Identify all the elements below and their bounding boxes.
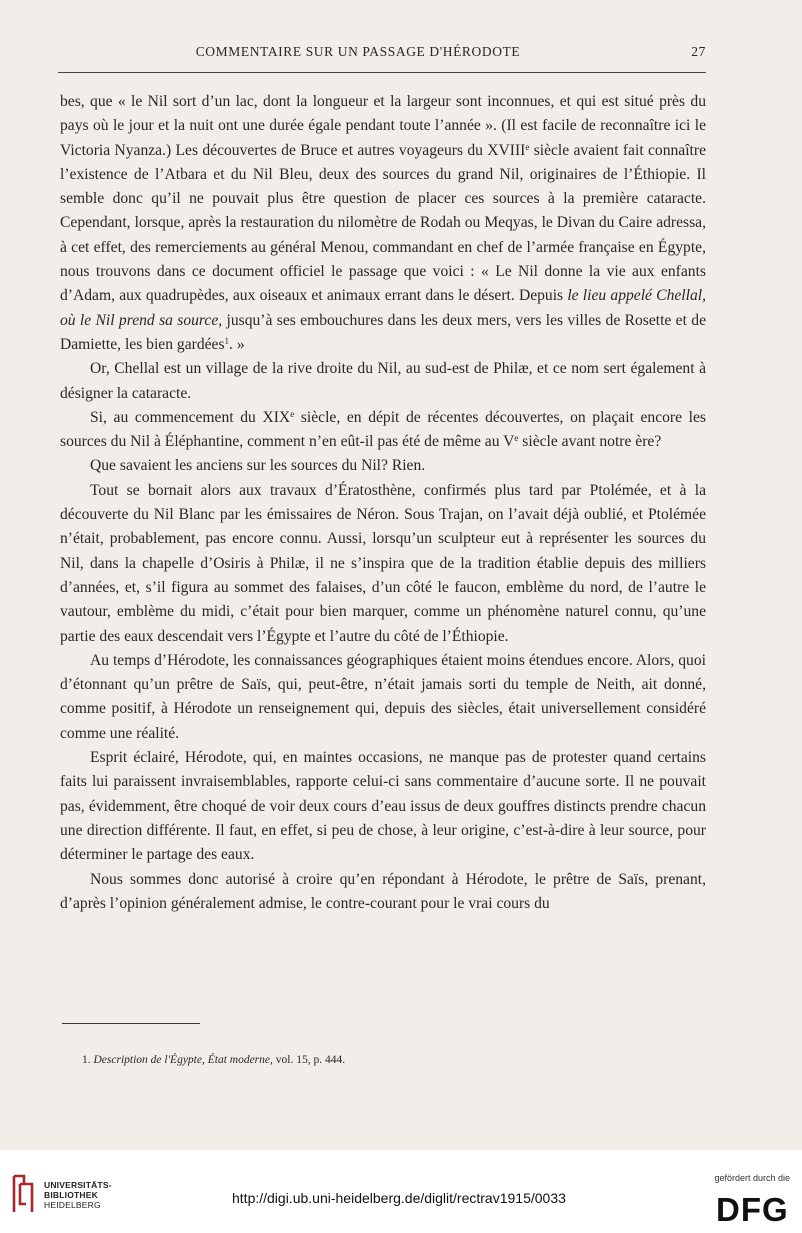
paragraph [60, 406, 706, 455]
library-name-line-2: BIBLIOTHEK [44, 1190, 98, 1200]
running-head-title: COMMENTAIRE SUR UN PASSAGE D'HÉRODOTE [195, 44, 521, 59]
text-segment: siècle avant notre ère? [518, 433, 662, 451]
paragraph [60, 746, 706, 867]
text-segment: Que savaient les anciens sur les sources du Nil? Rien. [90, 457, 426, 475]
paragraph [60, 649, 706, 746]
text-segment: . » [229, 335, 245, 353]
dfg-logo-text: DFG [716, 1192, 789, 1224]
paragraph [60, 479, 706, 649]
paragraph [60, 868, 706, 917]
superscript: 1 [224, 335, 230, 346]
text-segment: Si, au commencement du XIX [90, 408, 291, 426]
permalink-url[interactable]: http://digi.ub.uni-heidelberg.de/diglit/rectrav1915/0033 [232, 1190, 566, 1206]
superscript: e [514, 433, 519, 444]
library-name-line-1: UNIVERSITÄTS- [44, 1180, 112, 1190]
text-segment: Au temps d’Hérodote, les connaissances géographiques étaient moins étendues encore. Alors, quoi d’étonnant qu’un prêtre de Saïs, qui, peut-être, n’était jamais sorti du temple de Neith, ait donné, comme positif, à Hérodote un renseignement qui, depuis des siècles, était universellement considéré comme une réalité. [60, 651, 706, 742]
body-text [60, 90, 706, 916]
footnote-reference: vol. 15, p. 444. [272, 1054, 346, 1066]
header-rule [58, 72, 706, 73]
text-segment: , jusqu’à ses embouchures dans les deux mers, vers les villes de Rosette et de Damiette, les bien gardées [60, 311, 706, 353]
footnote [82, 1052, 682, 1068]
paragraph [60, 90, 706, 357]
footnote-title: Description de l'Égypte, État moderne, [93, 1054, 273, 1066]
university-library-logo-icon [8, 1174, 38, 1214]
footnote-rule [62, 1023, 200, 1024]
text-segment: Or, Chellal est un village de la rive droite du Nil, au sud-est de Philæ, et ce nom sert également à désigner la cataracte. [60, 360, 706, 402]
running-head [58, 44, 706, 66]
text-segment: Tout se bornait alors aux travaux d’Ératosthène, confirmés plus tard par Ptolémée, et à la découverte du Nil Blanc par les émissaires de Néron. Sous Trajan, on l’avait déjà oublié, et Ptolémée n’était, probablement, pas encore connu. Aussi, lorsqu’un sculpteur eut à représenter les sources du Nil, dans la chapelle d’Osiris à Philæ, il ne s’inspira que de la tradition établie depuis des milliers d’années, et, s’il figura au sommet des falaises, d’un côté le faucon, emblème du nord, de l’autre le vautour, emblème du midi, c’était pour bien marquer, comme un phénomène naturel connu, qu’une partie des eaux descendait vers l’Égypte et l’autre du côté de l’Éthiopie. [60, 481, 706, 645]
footnote-number: 1. [82, 1054, 91, 1066]
text-segment: siècle avaient fait connaître l’existence de l’Atbara et du Nil Bleu, deux des sources du grand Nil, originaires de l’Éthiopie. Il semble donc qu’il ne pouvait plus être question de placer ces sources à la première cataracte. Cependant, lorsque, après la restauration du nilomètre de Rodah ou Meqyas, le Divan du Caire adressa, à cet effet, des remerciements au général Menou, commandant en chef de l’armée française en Égypte, nous trouvons dans ce document officiel le passage que voici : « Le Nil donne la vie aux enfants d’Adam, aux quadrupèdes, aux oiseaux et animaux errant dans le désert. Depuis [60, 141, 706, 305]
library-name-line-3: HEIDELBERG [44, 1200, 101, 1210]
italic-text: le lieu appelé Chellal, où le Nil prend sa source [60, 287, 706, 329]
text-segment: Esprit éclairé, Hérodote, qui, en maintes occasions, ne manque pas de protester quand certains faits lui paraissent invraisemblables, rapporte celui-ci sans commentaire d’aucune sorte. Il ne pouvait pas, évidemment, être choqué de voir deux cours d’eau issus de deux gouffres distincts prendre chacun une direction différente. Il faut, en effet, si peu de chose, à leur origine, c’est-à-dire à leur source, pour déterminer le partage des eaux. [60, 749, 706, 864]
page-number: 27 [691, 44, 706, 59]
paragraph [60, 454, 706, 478]
paragraph [60, 357, 706, 406]
dfg-logo-icon [714, 1192, 792, 1224]
superscript: e [290, 408, 295, 419]
superscript: e [525, 141, 530, 152]
funded-by-label: gefördert durch die [714, 1173, 790, 1183]
text-segment: bes, que « le Nil sort d’un lac, dont la longueur et la largeur sont inconnues, et qui est situé près du pays où le jour et la nuit ont une durée égale pendant toute l’année ». (Il est facile de reconnaître ici le Victoria Nyanza.) Les découvertes de Bruce et autres voyageurs du XVIII [60, 93, 706, 159]
text-segment: Nous sommes donc autorisé à croire qu’en répondant à Hérodote, le prêtre de Saïs, prenant, d’après l’opinion généralement admise, le contre-courant pour le vrai cours du [60, 870, 706, 912]
digitization-footer [0, 1150, 802, 1233]
text-segment: siècle, en dépit de récentes découvertes, on plaçait encore les sources du Nil à Éléphantine, comment n’en eût-il pas été de même au V [60, 408, 706, 451]
library-name [44, 1180, 112, 1210]
